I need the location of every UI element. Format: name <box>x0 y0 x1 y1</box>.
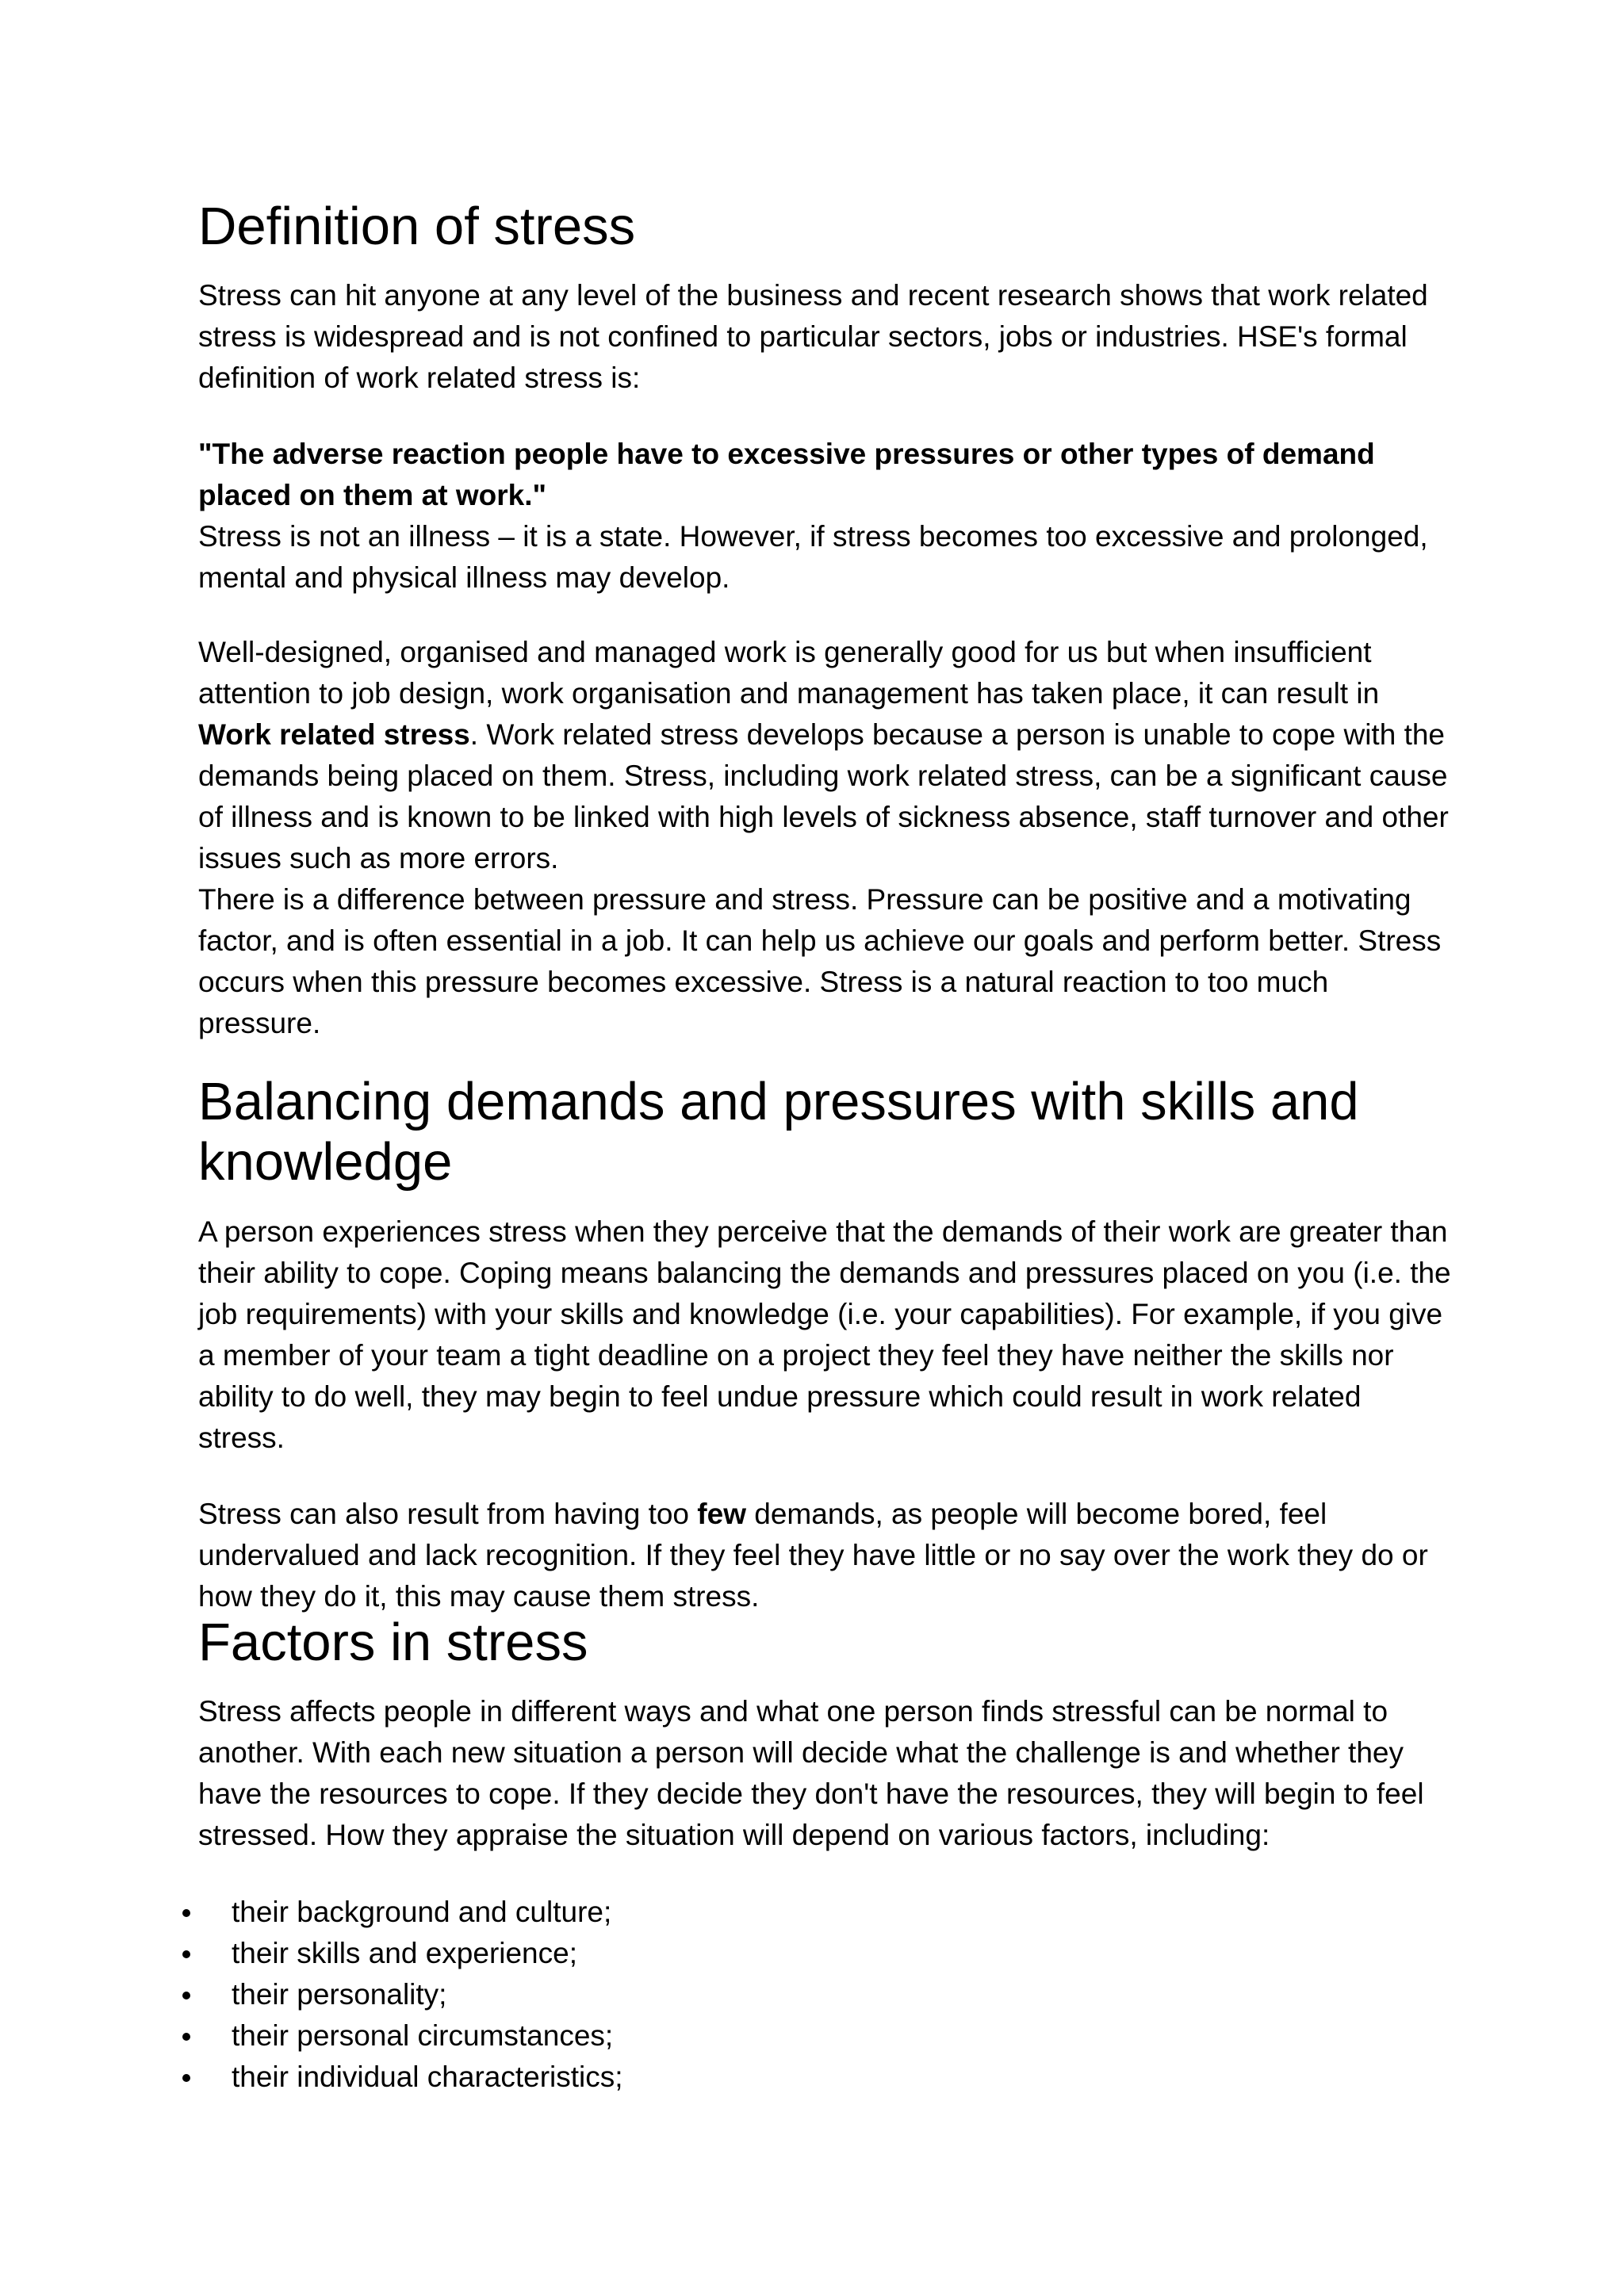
bullet-icon <box>182 1909 190 1917</box>
text-bold-few: few <box>697 1498 746 1530</box>
bullet-icon <box>182 1992 190 1999</box>
paragraph-pressure-vs-stress: There is a difference between pressure and stress. Pressure can be positive and a motivating factor, and is often essential in a job. It can help us achieve our goals and perform better. Stress occurs when this pressure becomes excessive. Stress is a natural reaction to too much pressure. <box>198 883 1442 1039</box>
list-item <box>198 1892 623 1933</box>
list-item-text: their personal circumstances; <box>232 2019 614 2052</box>
text-segment: Well-designed, organised and managed work is generally good for us but when insufficient attention to job design, work organisation and management has taken place, it can result in <box>198 636 1380 710</box>
text-segment: demands, as people will become bored, feel undervalued and lack recognition. If they feel they have little or no say over the work they do or how they do it, this may cause them stress. <box>198 1498 1428 1613</box>
list-item <box>198 1933 623 1974</box>
text-segment: Stress can also result from having too <box>198 1498 698 1530</box>
bullet-icon <box>182 2033 190 2041</box>
list-item-text: their background and culture; <box>232 1896 612 1928</box>
paragraph-hse-definition-quote: "The adverse reaction people have to excessive pressures or other types of demand placed on them at work." <box>198 438 1375 511</box>
text-bold-work-related-stress: Work related stress <box>198 718 470 751</box>
paragraph-well-designed-work <box>198 632 1451 879</box>
paragraph-stress-affects-people: Stress affects people in different ways and what one person finds stressful can be normal to another. With each new situation a person will decide what the challenge is and whether they have the resources to cope. If they decide they don't have the resources, they will begin to feel stressed. How they appraise the situation will depend on various factors, including: <box>198 1695 1424 1851</box>
paragraph-perceived-demands: A person experiences stress when they perceive that the demands of their work are greater than their ability to cope. Coping means balancing the demands and pressures placed on you (i.e. the job requirements) with your skills and knowledge (i.e. your capabilities). For example, if you give a member of your team a tight deadline on a project they feel they have neither the skills nor ability to do well, they may begin to feel undue pressure which could result in work related stress. <box>198 1215 1451 1454</box>
text-segment: . Work related stress develops because a person is unable to cope with the demands being placed on them. Stress, including work related stress, can be a significant cause of illness and is known to be linked with high levels of sickness absence, staff turnover and other issues such as more errors. <box>198 718 1449 874</box>
list-item-text: their personality; <box>232 1978 447 2011</box>
heading-definition-of-stress: Definition of stress <box>198 197 636 256</box>
factors-list <box>198 1892 623 2098</box>
list-item <box>198 2057 623 2098</box>
list-item-text: their skills and experience; <box>232 1937 577 1969</box>
paragraph-stress-not-illness: Stress is not an illness – it is a state. However, if stress becomes too excessive and prolonged, mental and physical illness may develop. <box>198 520 1428 594</box>
bullet-icon <box>182 2074 190 2082</box>
bullet-icon <box>182 1950 190 1958</box>
heading-balancing-demands: Balancing demands and pressures with skills and knowledge <box>198 1072 1359 1192</box>
heading-factors-in-stress: Factors in stress <box>198 1613 588 1672</box>
paragraph-stress-intro: Stress can hit anyone at any level of the business and recent research shows that work related stress is widespread and is not confined to particular sectors, jobs or industries. HSE's formal definition of work related stress is: <box>198 279 1428 394</box>
list-item <box>198 2015 623 2057</box>
list-item <box>198 1974 623 2015</box>
paragraph-too-few-demands <box>198 1494 1451 1617</box>
list-item-text: their individual characteristics; <box>232 2061 623 2093</box>
